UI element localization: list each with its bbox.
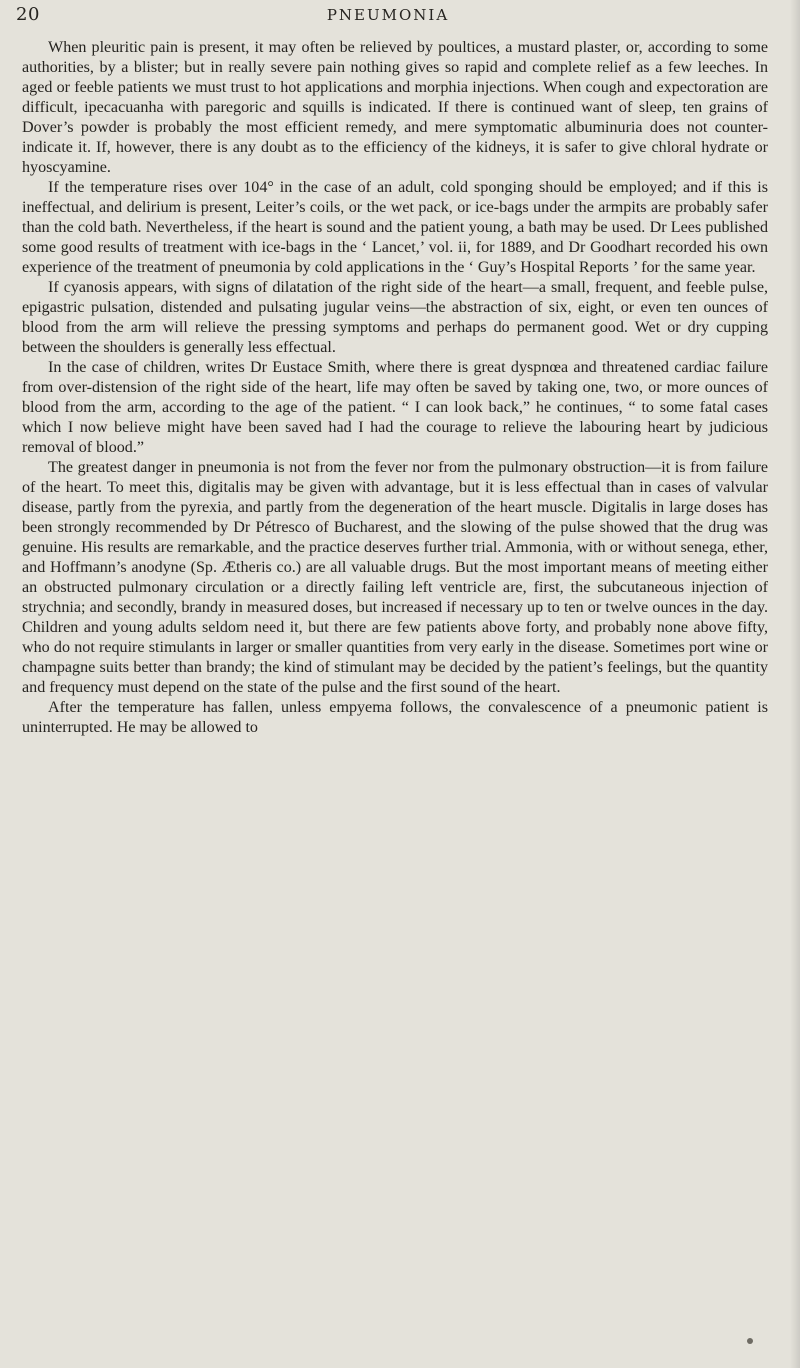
paragraph: When pleuritic pain is present, it may often be relieved by poultices, a mustard plaster, or, according to some authorities, by a blister; but in really severe pain nothing gives so rapid and complete relief as a few leeches. In aged or feeble patients we must trust to hot applications and morphia injections. When cough and expectoration are difficult, ipecacuanha with paregoric and squills is indicated. If there is continued want of sleep, ten grains of Dover’s powder is probably the most efficient remedy, and mere symptomatic albuminuria does not counter-indicate it. If, however, there is any doubt as to the efficiency of the kidneys, it is safer to give chloral hydrate or hyoscyamine. [22,39,768,176]
page-edge-shadow [790,0,800,1368]
running-head: PNEUMONIA [326,6,450,24]
page-number: 20 [16,4,40,25]
body-text [22,38,768,738]
paragraph: If cyanosis appears, with signs of dilatation of the right side of the heart—a small, frequent, and feeble pulse, epigastric pulsation, distended and pulsating jugular veins—the abstraction of six, eight, or even ten ounces of blood from the arm will relieve the pressing symptoms and perhaps do permanent good. Wet or dry cupping between the shoulders is generally less effectual. [22,279,768,356]
paragraph: If the temperature rises over 104° in the case of an adult, cold sponging should be employed; and if this is ineffectual, and delirium is present, Leiter’s coils, or the wet pack, or ice-bags under the armpits are probably safer than the cold bath. Nevertheless, if the heart is sound and the patient young, a bath may be used. Dr Lees published some good results of treatment with ice-bags in the ‘ Lancet,’ vol. ii, for 1889, and Dr Goodhart recorded his own experience of the treatment of pneumonia by cold applications in the ‘ Guy’s Hospital Reports ’ for the same year. [22,179,768,276]
paragraph: After the temperature has fallen, unless empyema follows, the convalescence of a pneumonic patient is uninterrupted. He may be allowed to [22,699,768,736]
ink-spot [747,1338,753,1344]
page-header [16,4,760,26]
paragraph: In the case of children, writes Dr Eustace Smith, where there is great dyspnœa and threatened cardiac failure from over-distension of the right side of the heart, life may often be saved by taking one, two, or more ounces of blood from the arm, according to the age of the patient. “ I can look back,” he continues, “ to some fatal cases which I now believe might have been saved had I had the courage to relieve the labouring heart by judicious removal of blood.” [22,359,768,456]
paragraph: The greatest danger in pneumonia is not from the fever nor from the pulmonary obstruction—it is from failure of the heart. To meet this, digitalis may be given with advantage, but it is less effectual than in cases of valvular disease, partly from the pyrexia, and partly from the degeneration of the heart muscle. Digitalis in large doses has been strongly recommended by Dr Pétresco of Bucharest, and the slowing of the pulse showed that the drug was genuine. His results are remarkable, and the practice deserves further trial. Ammonia, with or without senega, ether, and Hoffmann’s anodyne (Sp. Ætheris co.) are all valuable drugs. But the most important means of meeting either an obstructed pulmonary circulation or a directly failing left ventricle are, first, the subcutaneous injection of strychnia; and secondly, brandy in measured doses, but increased if necessary up to ten or twelve ounces in the day. Children and young adults seldom need it, but there are few patients above forty, and probably none above fifty, who do not require stimulants in larger or smaller quantities from very early in the disease. Sometimes port wine or champagne suits better than brandy; the kind of stimulant may be decided by the patient’s feelings, but the quantity and frequency must depend on the state of the pulse and the first sound of the heart. [22,459,768,696]
